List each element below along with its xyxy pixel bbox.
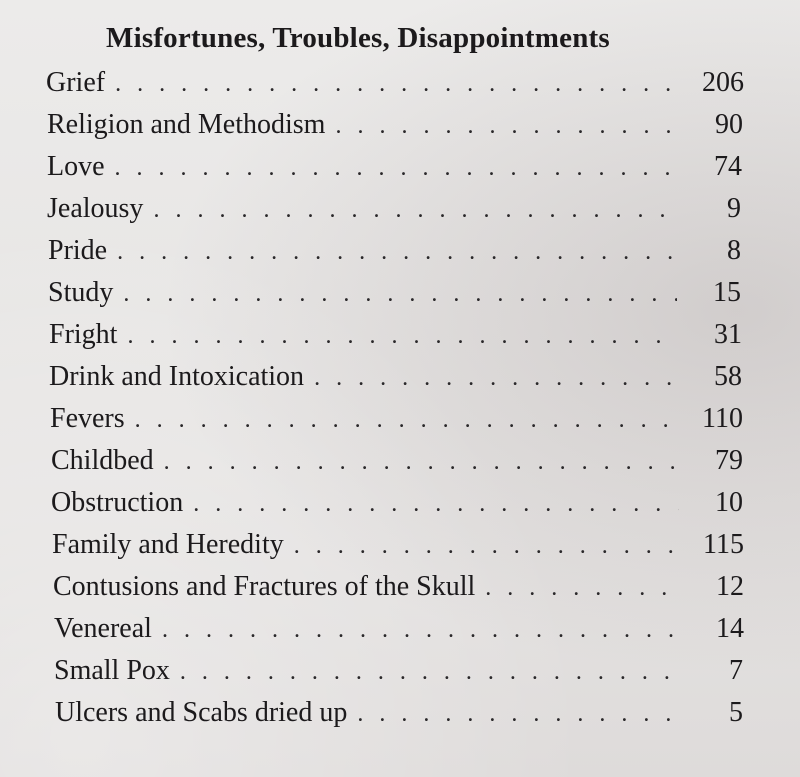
entry-label: Fright: [49, 319, 118, 350]
dot-leader: [117, 235, 677, 269]
entry-label: Family and Heredity: [52, 529, 284, 560]
entry-count: 12: [716, 571, 744, 602]
dot-leader: [193, 487, 679, 521]
list-item: [49, 318, 742, 353]
list-item: [50, 402, 743, 437]
dot-leader: [357, 697, 679, 731]
dot-leader: [164, 445, 679, 479]
entry-count: 5: [729, 697, 743, 728]
entry-count: 206: [702, 67, 744, 98]
list-item: [47, 150, 742, 185]
dot-leader: [115, 151, 678, 185]
list-item: [55, 696, 743, 731]
dot-leader: [162, 613, 680, 647]
entry-count: 115: [703, 529, 744, 560]
entry-count: 10: [715, 487, 743, 518]
entry-count: 9: [727, 193, 741, 224]
entry-count: 58: [714, 361, 742, 392]
entry-label: Small Pox: [54, 655, 170, 686]
list-item: [46, 66, 744, 101]
entry-label: Drink and Intoxication: [49, 361, 305, 392]
list-item: [47, 108, 743, 143]
dot-leader: [314, 361, 678, 395]
list-item: [47, 192, 741, 227]
list-item: [53, 570, 744, 605]
entry-count: 8: [727, 235, 741, 266]
entry-count: 31: [714, 319, 742, 350]
page-title: Misfortunes, Troubles, Disappointments: [106, 22, 610, 54]
entry-count: 15: [713, 277, 741, 308]
entry-label: Love: [47, 151, 105, 182]
entry-label: Jealousy: [47, 193, 144, 224]
entry-label: Grief: [46, 67, 106, 98]
list-item: [54, 654, 743, 689]
entry-label: Pride: [48, 235, 108, 266]
list-item: [51, 444, 743, 479]
dot-leader: [115, 67, 680, 101]
list-item: [52, 528, 744, 563]
dot-leader: [127, 319, 678, 353]
entry-label: Obstruction: [51, 487, 184, 518]
dot-leader: [153, 193, 677, 227]
list-item: [51, 486, 743, 521]
dot-leader: [180, 655, 679, 689]
entry-count: 110: [702, 403, 743, 434]
entry-count: 7: [729, 655, 743, 686]
list-item: [48, 234, 741, 269]
dot-leader: [294, 529, 680, 563]
dot-leader: [135, 403, 679, 437]
entry-label: Venereal: [54, 613, 152, 644]
dot-leader: [485, 571, 680, 605]
entry-label: Study: [48, 277, 114, 308]
entry-count: 74: [714, 151, 742, 182]
entry-label: Fevers: [50, 403, 125, 434]
list-item: [54, 612, 744, 647]
entry-label: Ulcers and Scabs dried up: [55, 697, 348, 728]
entry-label: Contusions and Fractures of the Skull: [53, 571, 476, 602]
entry-label: Childbed: [51, 445, 154, 476]
list-item: [49, 360, 742, 395]
entry-count: 79: [715, 445, 743, 476]
entry-label: Religion and Methodism: [47, 109, 326, 140]
entry-count: 90: [715, 109, 743, 140]
dot-leader: [123, 277, 677, 311]
entry-count: 14: [716, 613, 744, 644]
list-item: [48, 276, 741, 311]
dot-leader: [335, 109, 679, 143]
